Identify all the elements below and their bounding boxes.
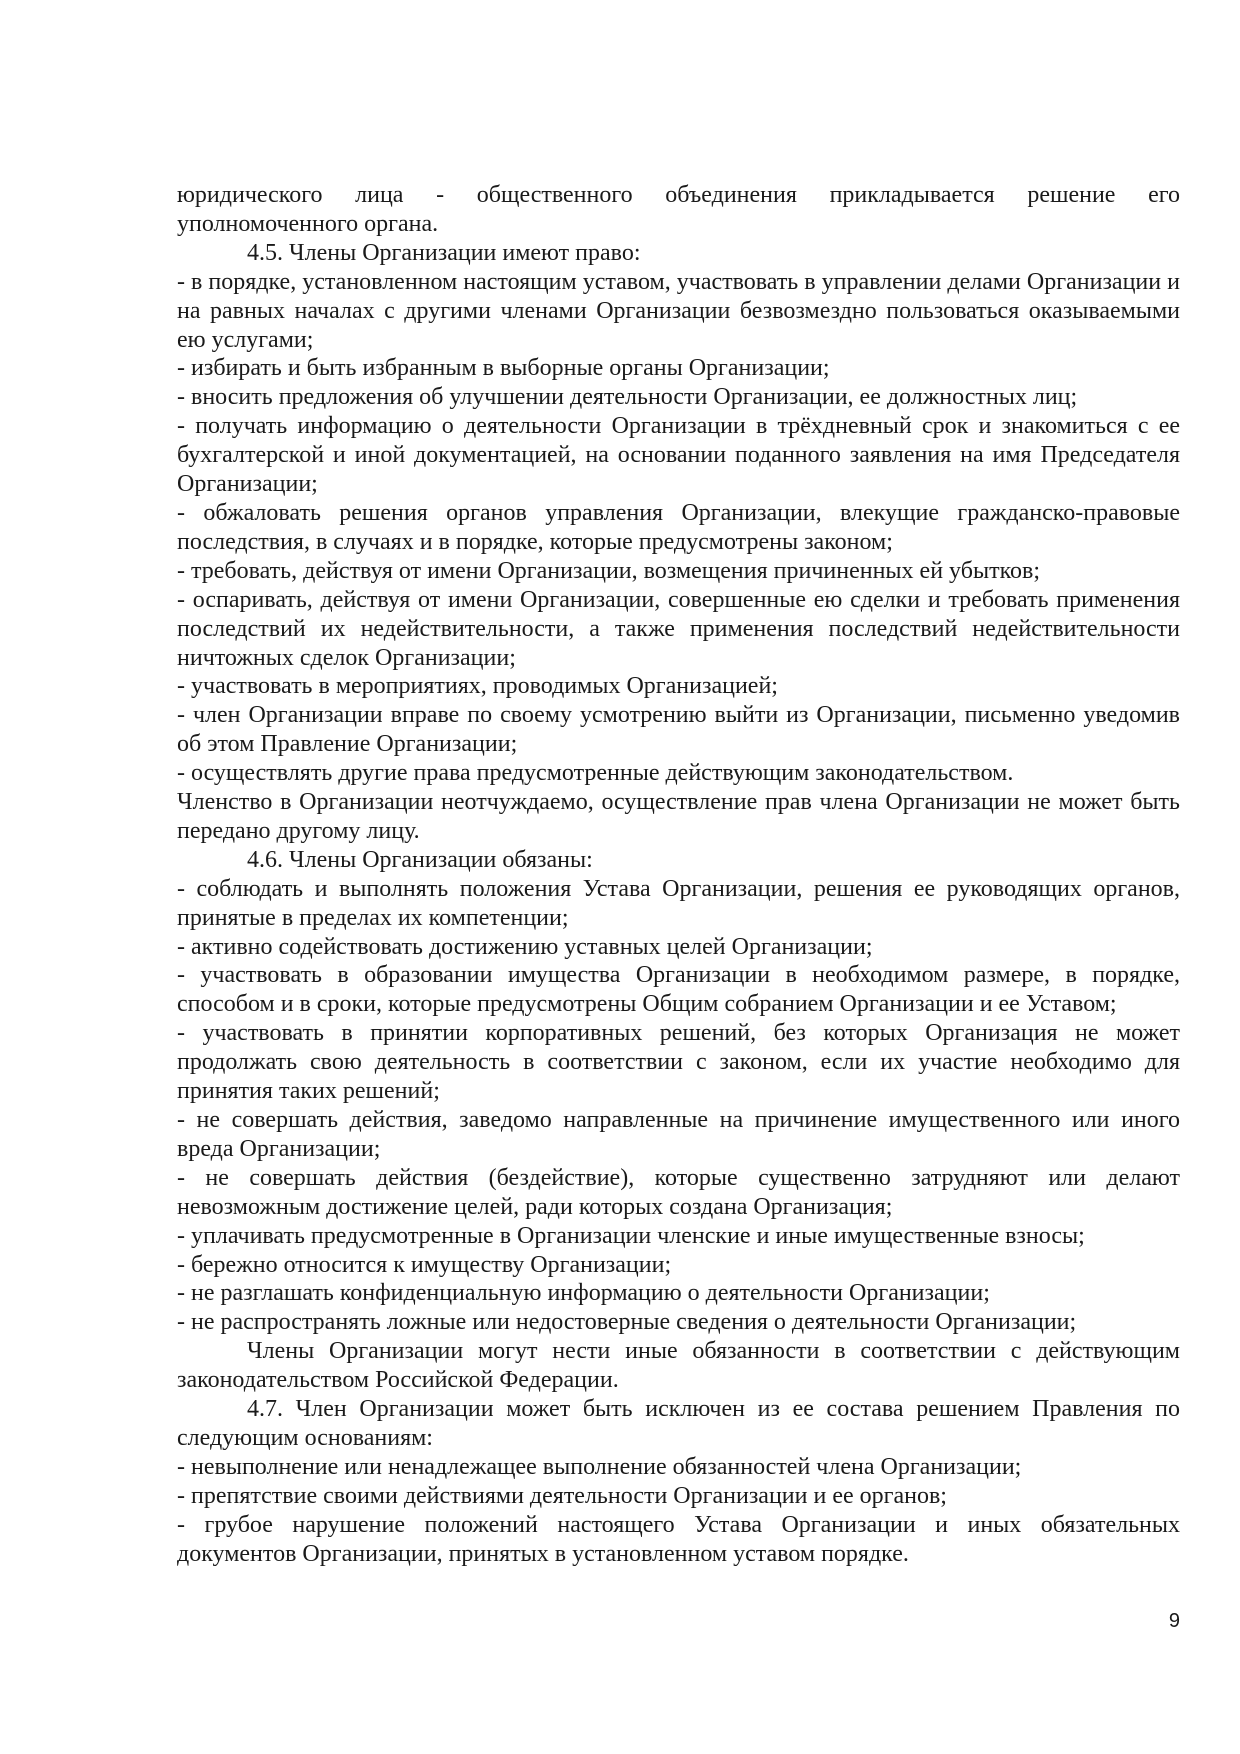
paragraph: Членство в Организации неотчуждаемо, осуществление прав члена Организации не может быть передано другому лицу. [177, 789, 1180, 844]
section-heading-4-5: 4.5. Члены Организации имеют право: [247, 239, 641, 266]
list-item: - обжаловать решения органов управления Организации, влекущие гражданско-правовые последствия, в случаях и в порядке, которые предусмотрены законом; [177, 499, 1180, 555]
list-item: - невыполнение или ненадлежащее выполнение обязанностей члена Организации; [177, 1453, 1022, 1480]
list-item: - осуществлять другие права предусмотренные действующим законодательством. [177, 760, 1014, 787]
list-item: - не совершать действия (бездействие), которые существенно затрудняют или делают невозможным достижение целей, ради которых создана Организация; [177, 1164, 1180, 1220]
list-item: - не совершать действия, заведомо направленные на причинение имущественного или иного вреда Организации; [177, 1107, 1180, 1162]
list-item: - активно содействовать достижению уставных целей Организации; [177, 933, 873, 960]
list-item: - не разглашать конфиденциальную информацию о деятельности Организации; [177, 1280, 990, 1307]
paragraph: юридического лица - общественного объединения прикладывается решение его уполномоченного органа. [177, 182, 1180, 237]
list-item: - не распространять ложные или недостоверные сведения о деятельности Организации; [177, 1309, 1077, 1336]
section-heading-4-6: 4.6. Члены Организации обязаны: [247, 846, 593, 873]
section-heading-4-7: 4.7. Член Организации может быть исключен из ее состава решением Правления по следующим основаниям: [177, 1396, 1180, 1451]
list-item: - соблюдать и выполнять положения Устава Организации, решения ее руководящих органов, принятые в пределах их компетенции; [177, 875, 1180, 931]
list-item: - участвовать в образовании имущества Организации в необходимом размере, в порядке, способом и в сроки, которые предусмотрены Общим собранием Организации и ее Уставом; [177, 962, 1180, 1018]
list-item: - грубое нарушение положений настоящего Устава Организации и иных обязательных документов Организации, принятых в установленном уставом порядке. [177, 1511, 1180, 1567]
list-item: - бережно относится к имуществу Организации; [177, 1251, 672, 1278]
list-item: - уплачивать предусмотренные в Организации членские и иные имущественные взносы; [177, 1222, 1085, 1249]
paragraph: Члены Организации могут нести иные обязанности в соответствии с действующим законодательством Российской Федерации. [177, 1338, 1180, 1394]
list-item: - требовать, действуя от имени Организации, возмещения причиненных ей убытков; [177, 557, 1041, 584]
list-item: - получать информацию о деятельности Организации в трёхдневный срок и знакомиться с ее бухгалтерской и иной документацией, на основании поданного заявления на имя Председателя Организации; [177, 413, 1180, 498]
list-item: - препятствие своими действиями деятельности Организации и ее органов; [177, 1482, 947, 1509]
list-item: - вносить предложения об улучшении деятельности Организации, ее должностных лиц; [177, 384, 1078, 411]
page-number: 9 [1168, 1610, 1180, 1632]
list-item: - член Организации вправе по своему усмотрению выйти из Организации, письменно уведомив об этом Правление Организации; [177, 702, 1180, 758]
document-body [177, 181, 1180, 1569]
list-item: - участвовать в принятии корпоративных решений, без которых Организация не может продолжать свою деятельность в соответствии с законом, если их участие необходимо для принятия таких решений; [177, 1020, 1180, 1105]
list-item: - участвовать в мероприятиях, проводимых Организацией; [177, 673, 778, 700]
list-item: - оспаривать, действуя от имени Организации, совершенные ею сделки и требовать применения последствий их недействительности, а также применения последствий недействительности ничтожных сделок Организации; [177, 586, 1180, 671]
list-item: - в порядке, установленном настоящим уставом, участвовать в управлении делами Организации и на равных началах с другими членами Организации безвозмездно пользоваться оказываемыми ею услугами; [177, 268, 1180, 353]
list-item: - избирать и быть избранным в выборные органы Организации; [177, 355, 830, 382]
